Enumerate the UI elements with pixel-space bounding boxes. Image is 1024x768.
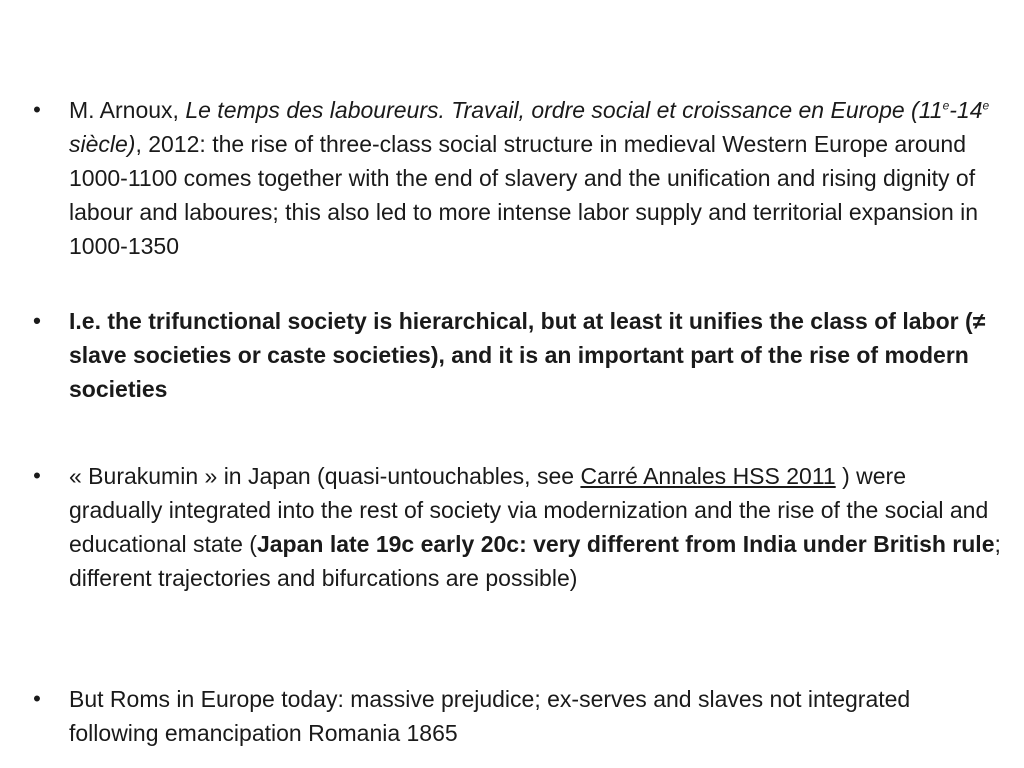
- bold-emphasis: Japan late 19c early 20c: very different from India under British rule: [256, 531, 995, 557]
- bullet-body-text: « Burakumin » in Japan (quasi-untouchables, see: [69, 463, 581, 489]
- bullet-arnoux: [33, 93, 1004, 263]
- bullet-trifunctional: [33, 304, 1004, 406]
- bullet-body-text: I.e. the trifunctional society is hierarchical, but at least it unifies the class of labor (≠ slave societies or caste societies), and it is an important part of the rise of modern societies: [69, 308, 986, 402]
- book-title: Le temps des laboureurs. Travail, ordre social et croissance en Europe (11e-14e siècle): [69, 97, 990, 157]
- bullet-body-text: , 2012: the rise of three-class social structure in medieval Western Europe around 1000-1100 comes together with the end of slavery and the unification and rising dignity of labour and laboures; this also led to more intense labor supply and territorial expansion in 1000-1350: [69, 131, 979, 259]
- bullet-icon: •: [33, 308, 41, 333]
- bullet-burakumin: [33, 459, 1004, 595]
- author-text: M. Arnoux,: [69, 97, 186, 123]
- carre-annales-link[interactable]: Carré Annales HSS 2011: [580, 463, 836, 489]
- bullet-icon: •: [33, 463, 41, 488]
- bullet-body-text: ) were gradually integrated into the rest of society via modernization and the rise of the social and educational state (: [69, 463, 989, 557]
- bullet-icon: •: [33, 97, 41, 122]
- bullet-roms: [33, 682, 1004, 750]
- bullet-icon: •: [33, 686, 41, 711]
- bullet-body-text: ; different trajectories and bifurcations are possible): [69, 531, 1001, 591]
- bullet-body-text: But Roms in Europe today: massive prejudice; ex-serves and slaves not integrated following emancipation Romania 1865: [69, 686, 911, 746]
